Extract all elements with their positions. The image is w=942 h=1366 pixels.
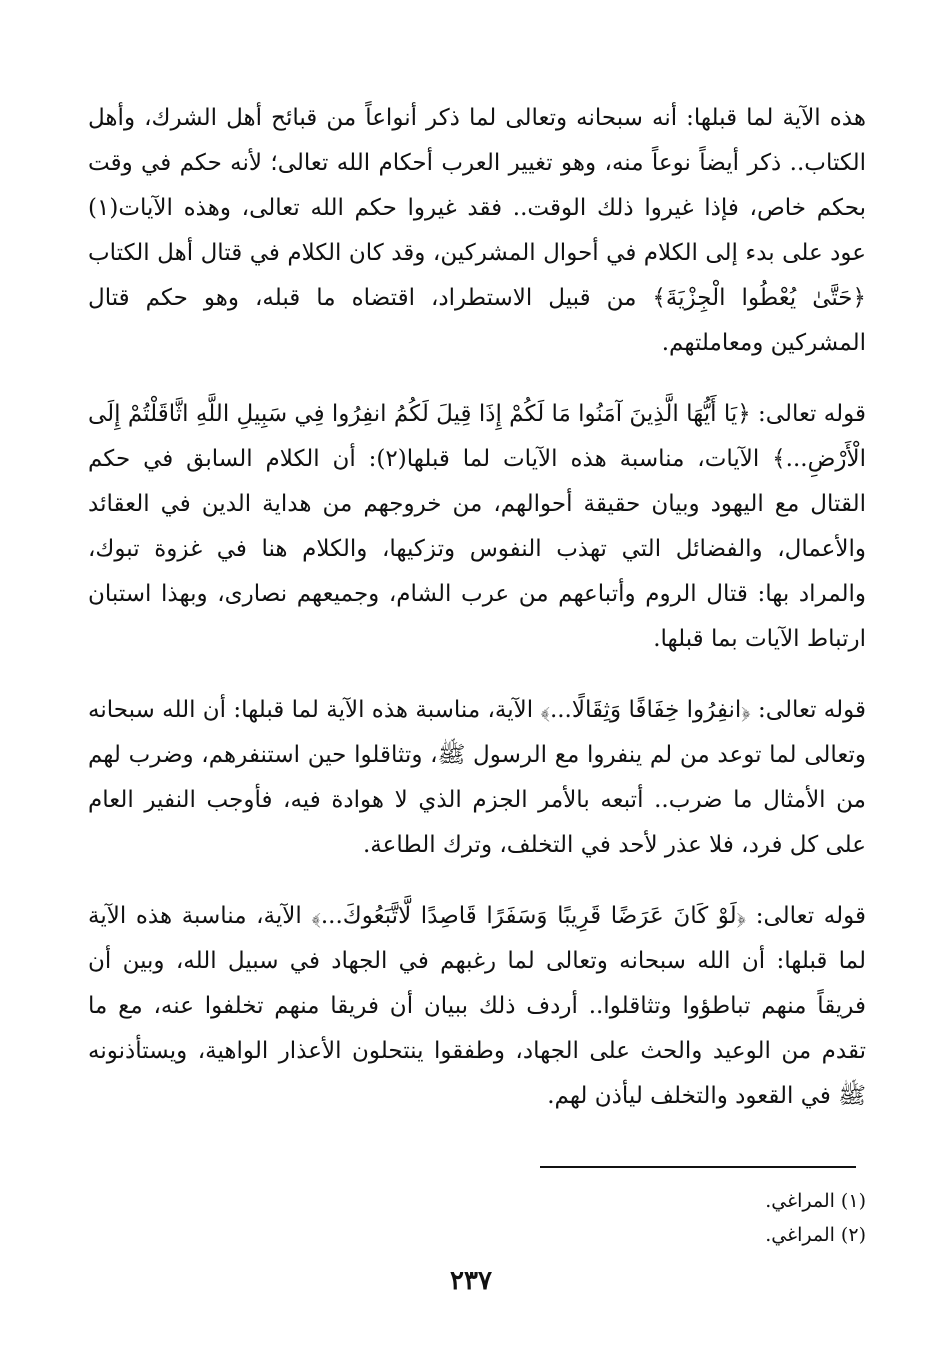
paragraph-3: قوله تعالى: ﴿انفِرُوا خِفَافًا وَثِقَالًا...﴾ الآية، مناسبة هذه الآية لما قبلها: أن الله سبحانه وتعالى لما توعد من لم ينفروا مع الرسول ﷺ، وتثاقلوا حين استنفرهم، وضرب لهم من الأمثال ما ضرب.. أتبعه بالأمر الجزم الذي لا هوادة فيه، فأوجب النفير العام على كل فرد، فلا عذر لأحد في التخلف، وترك الطاعة. (88, 697, 867, 858)
paragraph-1: هذه الآية لما قبلها: أنه سبحانه وتعالى لما ذكر أنواعاً من قبائح أهل الشرك، وأهل الكتاب.. ذكر أيضاً نوعاً منه، وهو تغيير العرب أحكام الله تعالى؛ لأنه حكم في وقت بحكم خاص، فإذا غيروا ذلك الوقت.. فقد غيروا حكم الله تعالى، وهذه الآيات(١) عود على بدء إلى الكلام في أحوال المشركين، وقد كان الكلام في قتال أهل الكتاب ﴿حَتَّىٰ يُعْطُوا الْجِزْيَةَ﴾ من قبيل الاستطراد، اقتضاه ما قبله، وهو حكم قتال المشركين ومعاملتهم. (88, 105, 866, 356)
page-number: ٢٣٧ (450, 1266, 492, 1296)
footnote-divider (540, 1166, 856, 1168)
paragraph-2: قوله تعالى: ﴿يَا أَيُّهَا الَّذِينَ آمَنُوا مَا لَكُمْ إِذَا قِيلَ لَكُمُ انفِرُوا فِي سَبِيلِ اللَّهِ اثَّاقَلْتُمْ إِلَى الْأَرْضِ...﴾ الآيات، مناسبة هذه الآيات لما قبلها(٢): أن الكلام السابق في حكم القتال مع اليهود وبيان حقيقة أحوالهم، من خروجهم من هداية الدين في العقائد والأعمال، والفضائل التي تهذب النفوس وتزكيها، والكلام هنا في غزوة تبوك، والمراد بها: قتال الروم وأتباعهم من عرب الشام، وجميعهم نصارى، وبهذا استبان ارتباط الآيات بما قبلها. (88, 401, 866, 652)
paragraph-4: قوله تعالى: ﴿لَوْ كَانَ عَرَضًا قَرِيبًا وَسَفَرًا قَاصِدًا لَّاتَّبَعُوكَ...﴾ الآية، مناسبة هذه الآية لما قبلها: أن الله سبحانه وتعالى لما رغبهم في الجهاد في سبيل الله، وبين أن فريقاً منهم تباطؤوا وتثاقلوا.. أردف ذلك ببيان أن فريقا منهم تخلفوا عنه، مع ما تقدم من الوعيد والحث على الجهاد، وطفقوا ينتحلون الأعذار الواهية، ويستأذنونه ﷺ في القعود والتخلف ليأذن لهم. (88, 903, 866, 1109)
footnotes (466, 1184, 866, 1252)
main-text (88, 96, 866, 1119)
footnote-1: (١) المراغي. (765, 1190, 866, 1212)
footnote-2: (٢) المراغي. (765, 1224, 866, 1246)
